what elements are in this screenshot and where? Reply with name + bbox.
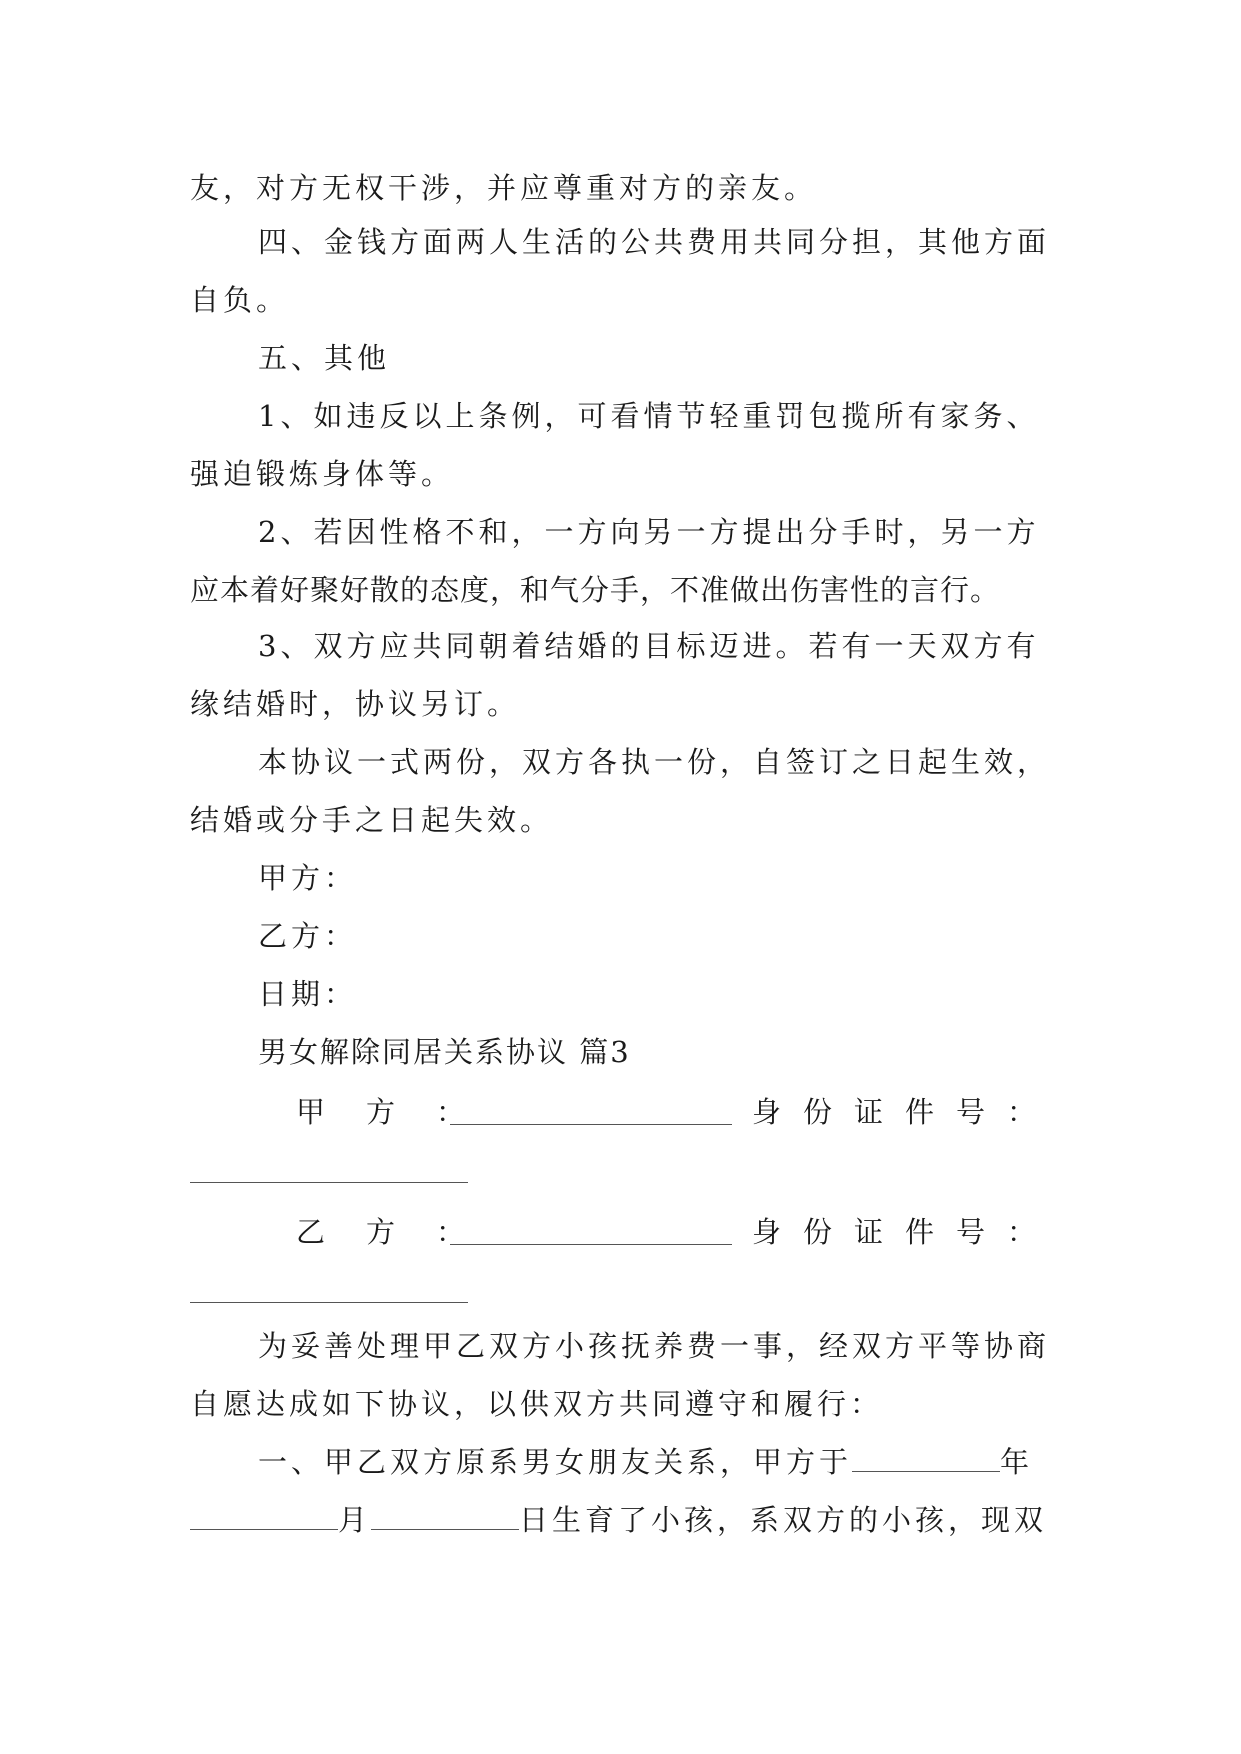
id-number-label: 身份证件号： (752, 1215, 1059, 1249)
text-line: 五、其他 (258, 341, 391, 375)
party-a-label: 甲 方 ： (296, 1095, 472, 1129)
text-line: 自愿达成如下协议，以供双方共同遵守和履行： (190, 1387, 884, 1421)
year-unit: 年 (1000, 1445, 1034, 1479)
party-b-id-blank (190, 1302, 468, 1303)
year-blank (852, 1470, 1000, 1472)
text-line: 自负。 (190, 283, 290, 317)
text-line: 应本着好聚好散的态度，和气分手，不准做出伤害性的言行。 (190, 573, 1001, 607)
party-a-signature-label: 甲方： (258, 861, 358, 895)
clause-one-line-2 (190, 1500, 1047, 1540)
id-number-label: 身份证件号： (752, 1095, 1059, 1129)
text-line: 本协议一式两份，双方各执一份，自签订之日起生效， (258, 745, 1051, 779)
text-line: 为妥善处理甲乙双方小孩抚养费一事，经双方平等协商 (258, 1329, 1051, 1363)
clause-one-suffix: 日生育了小孩，系双方的小孩，现双 (519, 1503, 1048, 1537)
party-b-label: 乙 方 ： (296, 1215, 472, 1249)
text-line: 友，对方无权干涉，并应尊重对方的亲友。 (190, 171, 818, 205)
text-line: 结婚或分手之日起失效。 (190, 803, 554, 837)
text-line: 缘结婚时，协议另订。 (190, 687, 521, 721)
month-blank (190, 1528, 338, 1530)
date-label: 日期： (258, 977, 358, 1011)
day-blank (371, 1528, 519, 1530)
text-line: 3、双方应共同朝着结婚的目标迈进。若有一天双方有 (258, 629, 1040, 663)
clause-one-prefix: 一、甲乙双方原系男女朋友关系，甲方于 (258, 1445, 853, 1479)
party-a-name-blank (450, 1124, 732, 1125)
party-b-signature-label: 乙方： (258, 919, 358, 953)
clause-one-line (258, 1442, 1033, 1482)
text-line: 1、如违反以上条例，可看情节轻重罚包揽所有家务、 (258, 399, 1040, 433)
month-unit: 月 (338, 1503, 372, 1537)
text-line: 强迫锻炼身体等。 (190, 457, 455, 491)
party-b-name-blank (450, 1244, 732, 1245)
party-a-id-blank (190, 1182, 468, 1183)
text-line: 2、若因性格不和，一方向另一方提出分手时，另一方 (258, 515, 1040, 549)
section-heading: 男女解除同居关系协议 篇3 (258, 1035, 631, 1069)
text-line: 四、金钱方面两人生活的公共费用共同分担，其他方面 (258, 225, 1051, 259)
